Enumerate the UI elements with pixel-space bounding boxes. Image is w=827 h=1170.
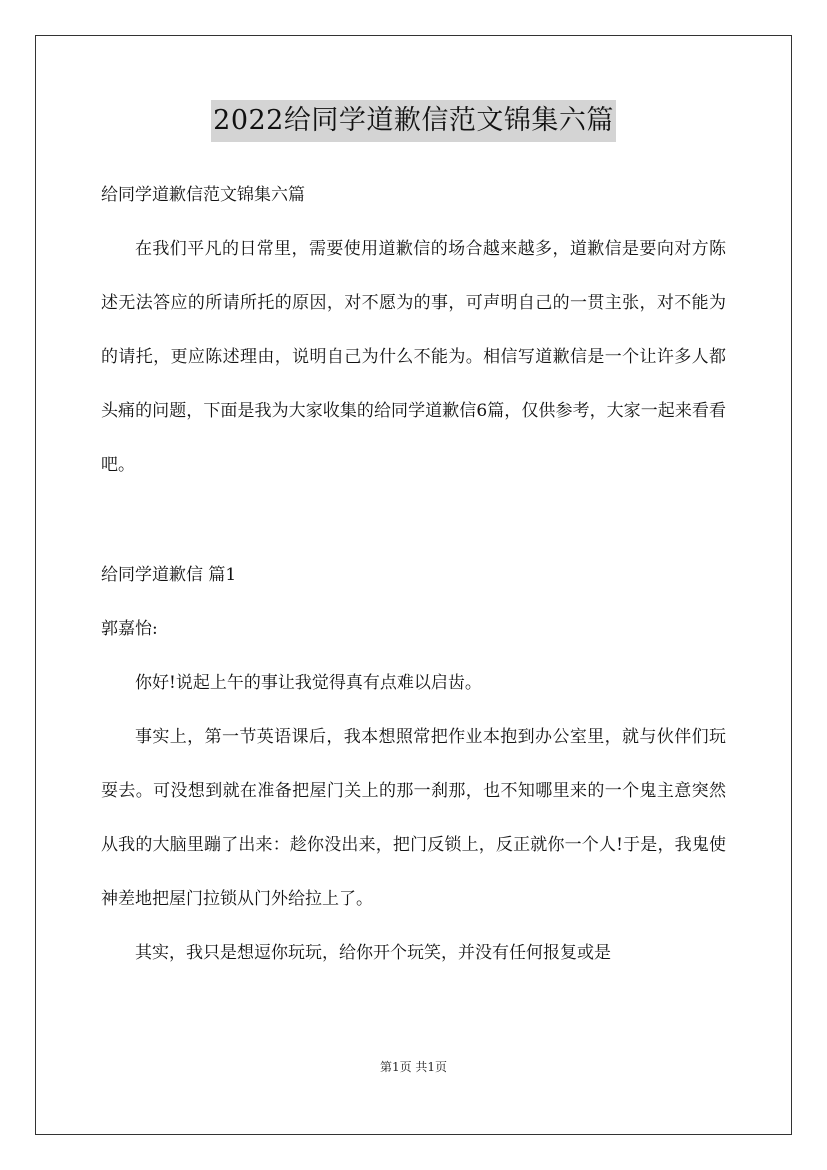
body-paragraph-3: 其实，我只是想逗你玩玩，给你开个玩笑，并没有任何报复或是 xyxy=(135,943,611,963)
page-number: 第1页 共1页 xyxy=(379,1060,448,1074)
body-paragraph-2: 事实上，第一节英语课后，我本想照常把作业本抱到办公室里，就与伙伴们玩耍去。可没想到就在准备把屋门关上的那一刹那，也不知哪里来的一个鬼主意突然从我的大脑里蹦了出来：趁你没出来，把门反锁上，反正就你一个人!于是，我鬼使神差地把屋门拉锁从门外给拉上了。 xyxy=(101,727,726,909)
section-heading: 给同学道歉信 篇1 xyxy=(101,565,237,585)
body-paragraph-1: 你好!说起上午的事让我觉得真有点难以启齿。 xyxy=(135,673,482,693)
section-gap xyxy=(101,492,726,548)
title-container xyxy=(0,100,827,142)
page-footer xyxy=(0,1058,827,1075)
document-body xyxy=(101,168,726,980)
salutation: 郭嘉怡: xyxy=(101,619,158,639)
document-title: 2022给同学道歉信范文锦集六篇 xyxy=(211,100,616,142)
intro-paragraph: 在我们平凡的日常里，需要使用道歉信的场合越来越多，道歉信是要向对方陈述无法答应的所请所托的原因，对不愿为的事，可声明自己的一贯主张，对不能为的请托，更应陈述理由，说明自己为什么不能为。相信写道歉信是一个让许多人都头痛的问题，下面是我为大家收集的给同学道歉信6篇，仅供参考，大家一起来看看吧。 xyxy=(101,239,726,475)
document-subtitle: 给同学道歉信范文锦集六篇 xyxy=(101,185,305,205)
